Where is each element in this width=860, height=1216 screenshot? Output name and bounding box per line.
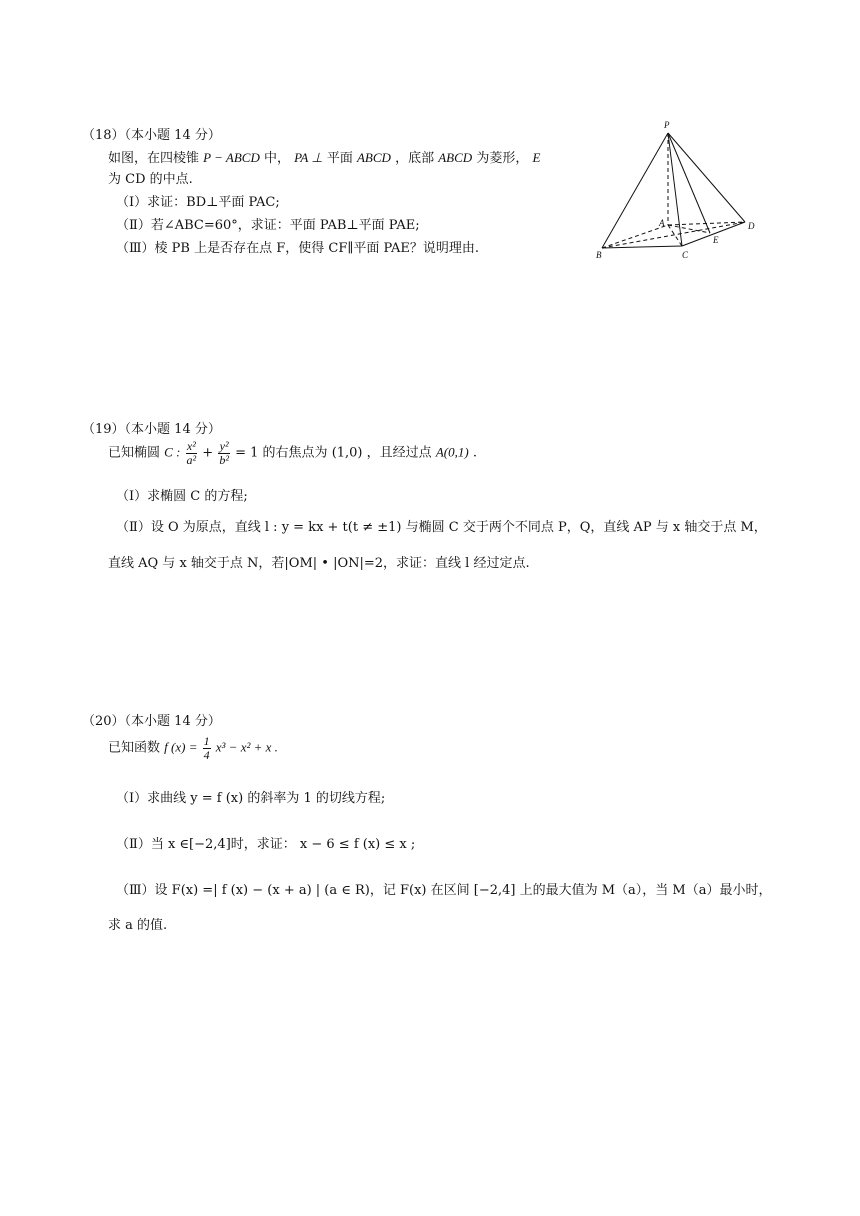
q18-stem	[108, 149, 540, 169]
q18-part3: （Ⅲ）棱 PB 上是否存在点 F，使得 CF∥平面 PAE？说明理由.	[116, 241, 480, 256]
q18-stem-line2: 为 CD 的中点.	[108, 172, 193, 187]
q20-one: 1	[203, 734, 210, 748]
q19-stem: 已知椭圆 C : $\frac{\text{x²}}{\text{a²}}$ + $\frac{\text{y²}}{\text{b²}}$ = 1 的右焦点为 (1,0) ，且经过点 A(0,1) .	[108, 439, 477, 467]
q18-part1: （Ⅰ）求证：BD⊥平面 PAC;	[116, 195, 280, 210]
q18-stem-text: 为菱形，	[476, 151, 529, 166]
q18-base-abcd: ABCD	[438, 150, 473, 165]
label-C: C	[682, 250, 689, 260]
q19-y2: y²	[219, 439, 229, 453]
label-P: P	[664, 120, 670, 130]
q18-stem-text: 平面	[326, 151, 353, 166]
q19-part2-line1: （Ⅱ）设 O 为原点，直线 l : y = kx + t(t ≠ ±1) 与椭圆 C 交于两个不同点 P，Q，直线 AP 与 x 轴交于点 M，	[116, 520, 767, 535]
q18-pa-perp: PA ⊥	[294, 150, 323, 165]
q20-part2: （Ⅱ）当 x ∈[−2,4]时，求证： x − 6 ≤ f (x) ≤ x ;	[116, 837, 416, 852]
q18-stem-text: ，底部	[395, 151, 435, 166]
q20-four: 4	[203, 747, 210, 762]
q19-equals-one: = 1	[235, 445, 259, 461]
q20-stem	[108, 735, 278, 761]
q18-heading: （18）（本小题 14 分）	[82, 128, 221, 143]
q20-part1: （Ⅰ）求曲线 y = f (x) 的斜率为 1 的切线方程;	[116, 791, 386, 806]
q18-part2: （Ⅱ）若∠ABC=60°，求证：平面 PAB⊥平面 PAE;	[116, 218, 420, 233]
q19-focus: (1,0)	[331, 445, 363, 461]
q19-heading: （19）（本小题 14 分）	[82, 422, 221, 437]
q19-a2: a²	[186, 452, 197, 467]
q20-function-name: f (x) =	[164, 739, 198, 755]
q20-part3-line1: （Ⅲ）设 F(x) =| f (x) − (x + a) | (a ∈ R)，记 F(x) 在区间 [−2,4] 上的最大值为 M（a），当 M（a）最小时，	[116, 883, 772, 898]
q20-part3-line2: 求 a 的值.	[108, 918, 168, 933]
label-D: D	[748, 221, 755, 231]
q19-fraction-y	[218, 440, 230, 466]
q19-stem-text: ，且经过点	[366, 445, 432, 461]
q20-heading: （20）（本小题 14 分）	[82, 714, 221, 729]
q20-polynomial: x³ − x² + x .	[215, 739, 278, 755]
q18-point-e: E	[532, 150, 541, 165]
q19-stem-text: 已知椭圆	[108, 445, 161, 461]
q19-part1: （Ⅰ）求椭圆 C 的方程;	[116, 489, 248, 504]
q18-plane-abcd: ABCD	[356, 150, 391, 165]
label-B: B	[596, 250, 602, 260]
q19-point-a: A(0,1)	[435, 444, 469, 460]
q18-stem-text: 中，	[263, 151, 290, 166]
q19-b2: b²	[219, 452, 229, 467]
label-E: E	[713, 235, 719, 245]
q19-x2: x²	[186, 439, 196, 453]
q19-period: .	[472, 445, 477, 461]
q19-stem-text: 的右焦点为	[262, 445, 328, 461]
q18-stem-text: 如图，在四棱锥	[108, 151, 200, 166]
q19-fraction-x	[186, 440, 198, 466]
label-A: A	[659, 218, 665, 228]
q19-part2-line2: 直线 AQ 与 x 轴交于点 N，若|OM| • |ON|=2，求证：直线 l 经过定点.	[108, 556, 530, 571]
q20-stem-text: 已知函数	[108, 740, 161, 756]
q18-pyramid-name: P − ABCD	[203, 150, 260, 165]
q20-fraction-quarter	[203, 735, 211, 761]
pyramid-figure	[590, 118, 770, 263]
q19-ellipse-name: C :	[164, 444, 181, 460]
